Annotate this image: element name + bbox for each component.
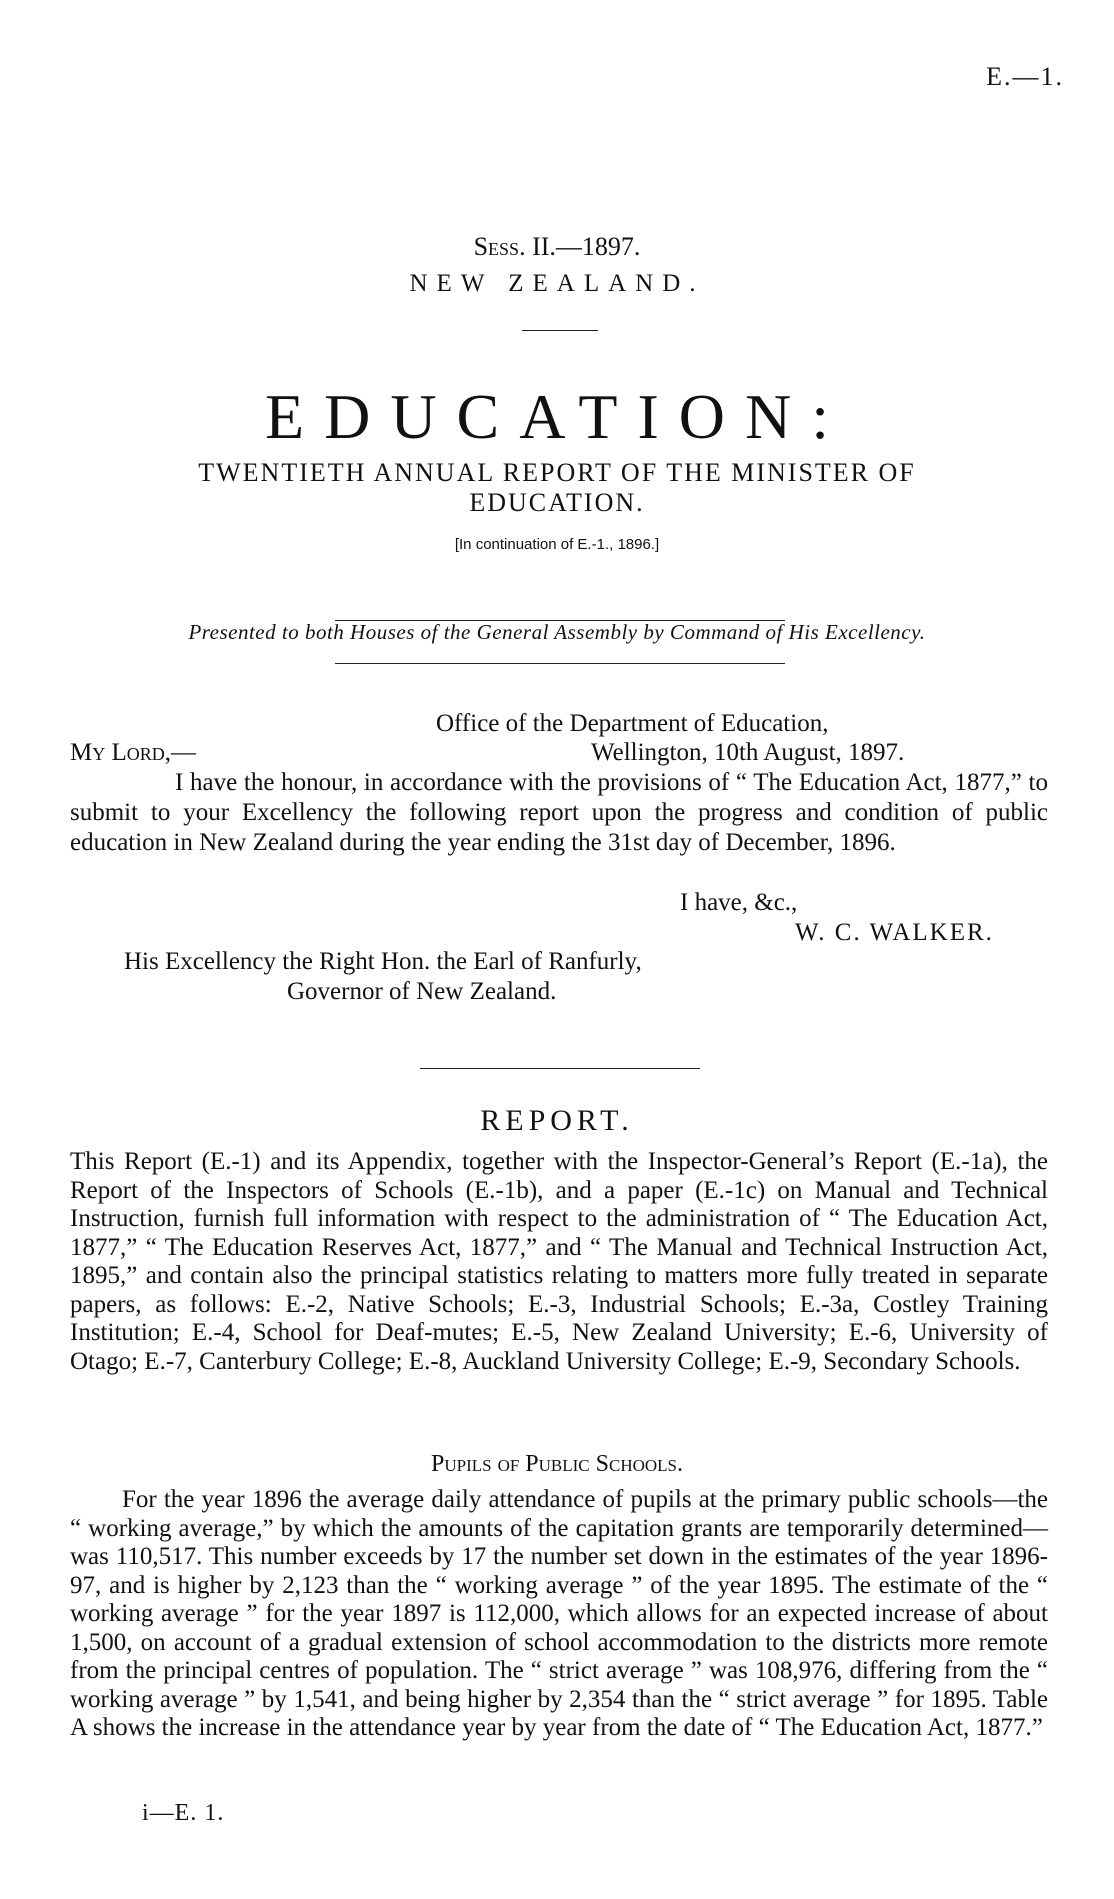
letter-closing: I have, &c., <box>680 889 798 916</box>
presentation-note: Presented to both Houses of the General Assembly by Command of His Excellency. <box>188 620 926 644</box>
divider <box>335 663 785 664</box>
continuation-note: [In continuation of E.-1., 1896.] <box>454 536 660 553</box>
divider <box>420 1068 700 1069</box>
footer-signature-mark: i—E. 1. <box>142 1800 225 1826</box>
letter-addressee: His Excellency the Right Hon. the Earl of Ranfurly, <box>124 948 642 975</box>
country-label: NEW ZEALAND. <box>409 270 705 297</box>
letter-body: I have the honour, in accordance with the provisions of “ The Education Act, 1877,” to submit to your Excellency the following report upon the progress and condition of public education in New Zealand during the year ending the 31st day of December, 1896. <box>70 769 1048 856</box>
page-reference: E.—1. <box>986 62 1064 91</box>
section-paragraph: For the year 1896 the average daily attendance of pupils at the primary public schools—the “ working average,” by which the amounts of the capitation grants are temporarily determined—was 110,517. This number exceeds by 17 the number set down in the estimates of the year 1896-97, and is higher by 2,123 than the “ working average ” of the year 1895. The estimate of the “ working average ” for the year 1897 is 112,000, which allows for an expected increase of about 1,500, on account of a gradual extension of school accommodation to the districts more remote from the principal centres of population. The “ strict average ” was 108,976, differing from the “ working average ” by 1,541, and being higher by 2,354 than the “ strict average ” for 1895. Table A shows the increase in the attendance year by year from the date of “ The Education Act, 1877.” <box>70 1486 1048 1741</box>
letter-signature: W. C. WALKER. <box>795 919 994 946</box>
subtitle-line-2: EDUCATION. <box>469 488 645 517</box>
letter-salutation: My Lord,— <box>70 739 197 766</box>
divider <box>522 330 598 331</box>
letter-addressee-title: Governor of New Zealand. <box>287 978 557 1005</box>
subtitle-line-1: TWENTIETH ANNUAL REPORT OF THE MINISTER OF <box>198 458 916 487</box>
document-title: EDUCATION: <box>265 381 849 452</box>
letter-office: Office of the Department of Education, <box>436 710 829 737</box>
document-subtitle <box>0 458 1114 518</box>
report-intro-paragraph: This Report (E.-1) and its Appendix, together with the Inspector-General’s Report (E.-1a), the Report of the Inspectors of Schools (E.-1b), and a paper (E.-1c) on Manual and Technical Instruction, furnish full information with respect to the administration of “ The Education Act, 1877,” “ The Education Reserves Act, 1877,” and “ The Manual and Technical Instruction Act, 1895,” and contain also the principal statistics relating to matters more fully treated in separate papers, as follows: E.-2, Native Schools; E.-3, Industrial Schools; E.-3a, Costley Training Institution; E.-4, School for Deaf-mutes; E.-5, New Zealand University; E.-6, University of Otago; E.-7, Canterbury College; E.-8, Auckland University College; E.-9, Secondary Schools. <box>70 1148 1048 1375</box>
report-heading: REPORT. <box>480 1104 634 1137</box>
letter-date: Wellington, 10th August, 1897. <box>591 739 905 766</box>
section-heading: Pupils of Public Schools. <box>430 1451 683 1477</box>
session-label: Sess. II.—1897. <box>473 232 641 261</box>
